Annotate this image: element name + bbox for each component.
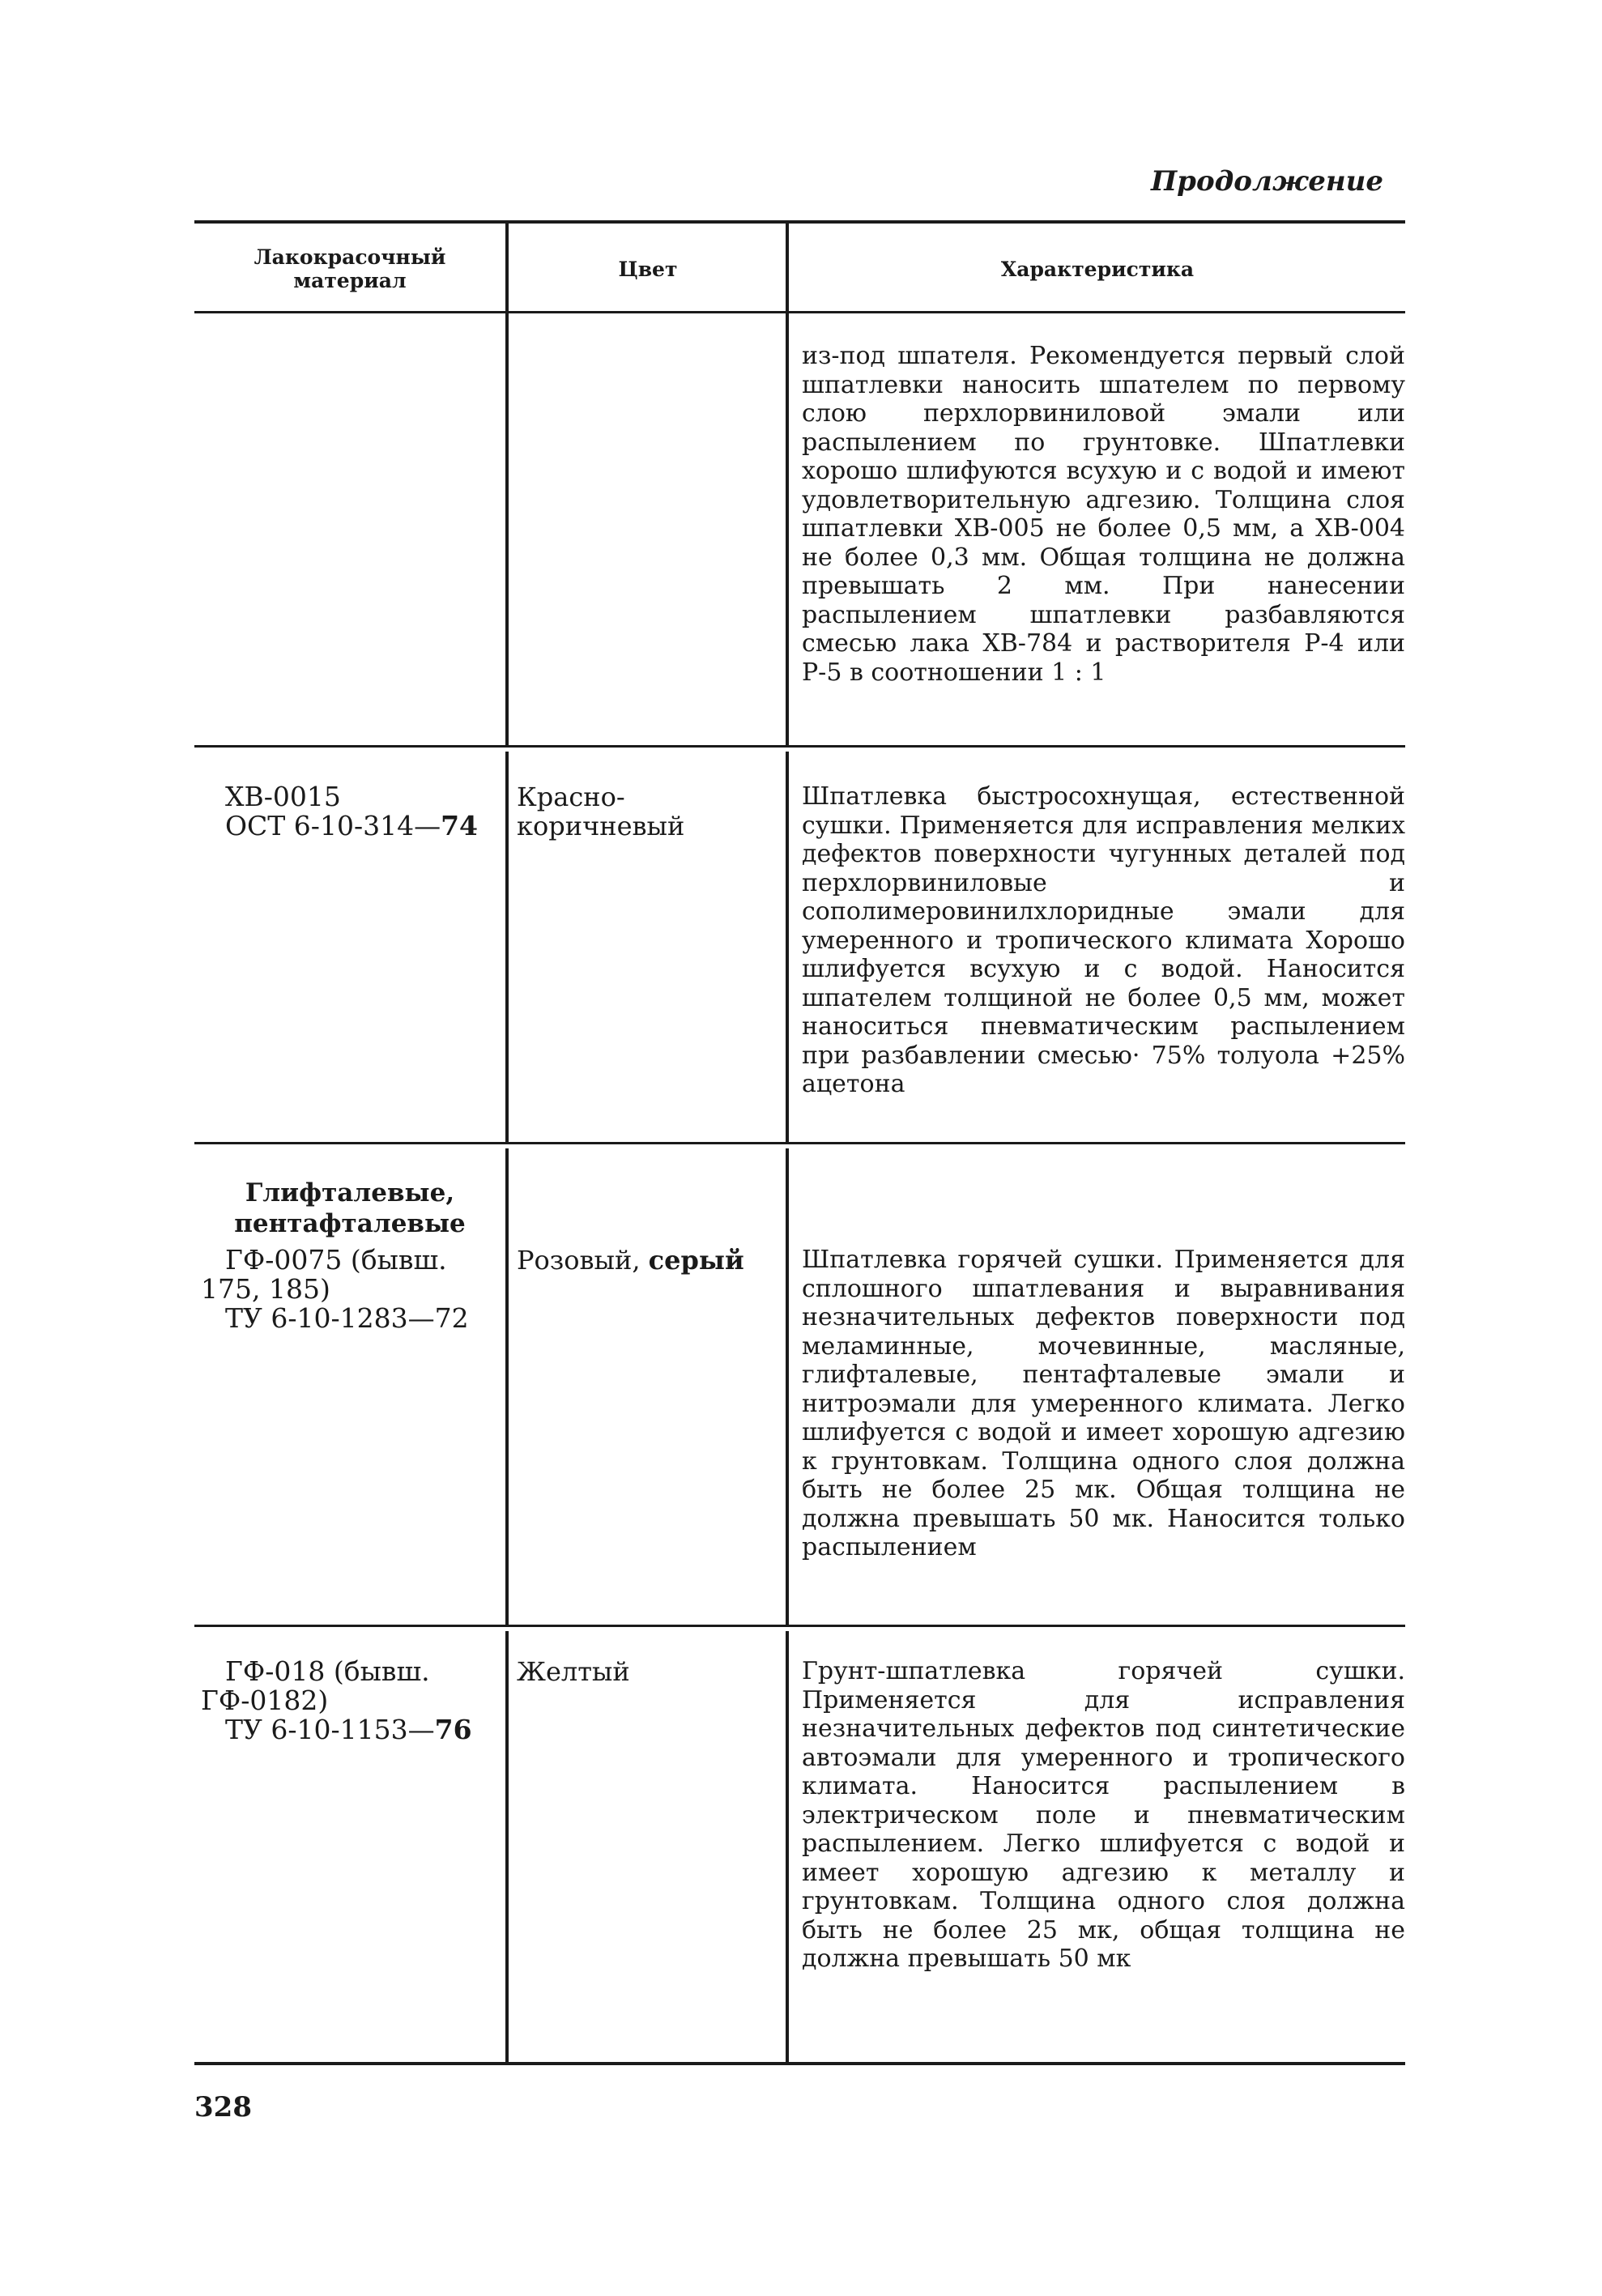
group-heading: Глифталевые, пентафталевые: [234, 1178, 466, 1238]
row-description: Шпатлевка горячей сушки. Применяется для сплошного шпатлевания и выравнивания незначительных дефектов поверхности под меламинные, мочевинные, масляные, глифталевые, пентафталевые эмали и нитроэмали для умеренного климата. Легко шлифуется с водой и имеет хорошую адгезию к грунтовкам. Толщина одного слоя должна быть не более 25 мк. Общая толщина не должна превышать 50 мк. Наносится только распылением: [802, 1246, 1405, 1561]
header-material: Лакокрасочный материал: [254, 245, 446, 292]
table-bottom-rule: [194, 2062, 1405, 2065]
column-rule: [786, 752, 789, 1142]
table-top-rule: [194, 220, 1405, 224]
row-color: Желтый: [517, 1656, 630, 1687]
row-description: Грунт-шпатлевка горячей сушки. Применяется для исправления незначительных дефектов под синтетические автоэмали для умеренного и тропического климата. Наносится распылением в электрическом поле и пневматическим распылением. Легко шлифуется с водой и имеет хорошую адгезию к металлу и грунтовкам. Толщина одного слоя должна быть не более 25 мк, общая толщина не должна превышать 50 мк: [802, 1657, 1405, 1973]
column-rule: [505, 224, 509, 311]
column-rule: [505, 1148, 509, 1625]
row-material: [201, 1246, 504, 1333]
material-former-code: ГФ-0182): [201, 1685, 329, 1716]
column-rule: [786, 1631, 789, 2062]
column-rule: [786, 1148, 789, 1625]
column-rule: [786, 224, 789, 311]
row-divider: [194, 1625, 1405, 1627]
row-description: Шпатлевка быстросохнущая, естественной сушки. Применяется для исправления мелких дефектов поверхности чугунных деталей под перхлорвиниловые и сополимеровинилхлоридные эмали для умеренного и тропического климата Хорошо шлифуется всухую и с водой. Наносится шпателем толщиной не более 0,5 мм, может наноситься пневматическим распылением при разбавлении смесью· 75% толуола +25% ацетона: [802, 782, 1405, 1098]
material-code: ГФ-018 (бывш.: [225, 1655, 430, 1687]
row-color: Розовый, серый: [517, 1245, 744, 1276]
row-material: [201, 1657, 504, 1744]
material-standard: ТУ 6-10-1283—72: [225, 1302, 469, 1334]
column-rule: [505, 1631, 509, 2062]
row-divider: [194, 1142, 1405, 1144]
header-color: Цвет: [618, 257, 678, 281]
material-code: ХВ-0015: [225, 781, 341, 812]
material-standard: ТУ 6-10-1153—76: [225, 1714, 472, 1745]
row-color: Красно-коричневый: [517, 782, 685, 841]
row-description: из-под шпателя. Рекомендуется первый слой шпатлевки наносить шпателем по первому слою перхлорвиниловой эмали или распылением по грунтовке. Шпатлевки хорошо шлифуются всухую и с водой и имеют удовлетворительную адгезию. Толщина слоя шпатлевки ХВ-005 не более 0,5 мм, а ХВ-004 не более 0,3 мм. Общая толщина не должна превышать 2 мм. При нанесении распылением шпатлевки разбавляются смесью лака ХВ-784 и растворителя Р-4 или Р-5 в соотношении 1 : 1: [802, 342, 1405, 687]
column-rule: [505, 313, 509, 745]
column-rule: [505, 752, 509, 1142]
page-number: 328: [194, 2091, 252, 2123]
row-material: [201, 782, 504, 841]
row-divider: [194, 745, 1405, 748]
header-description: Характеристика: [1000, 257, 1195, 281]
material-former-code: 175, 185): [201, 1273, 330, 1305]
column-rule: [786, 313, 789, 745]
material-code: ГФ-0075 (бывш.: [225, 1244, 447, 1276]
material-standard: ОСТ 6-10-314—74: [225, 810, 479, 841]
continuation-label: Продолжение: [1151, 165, 1383, 198]
